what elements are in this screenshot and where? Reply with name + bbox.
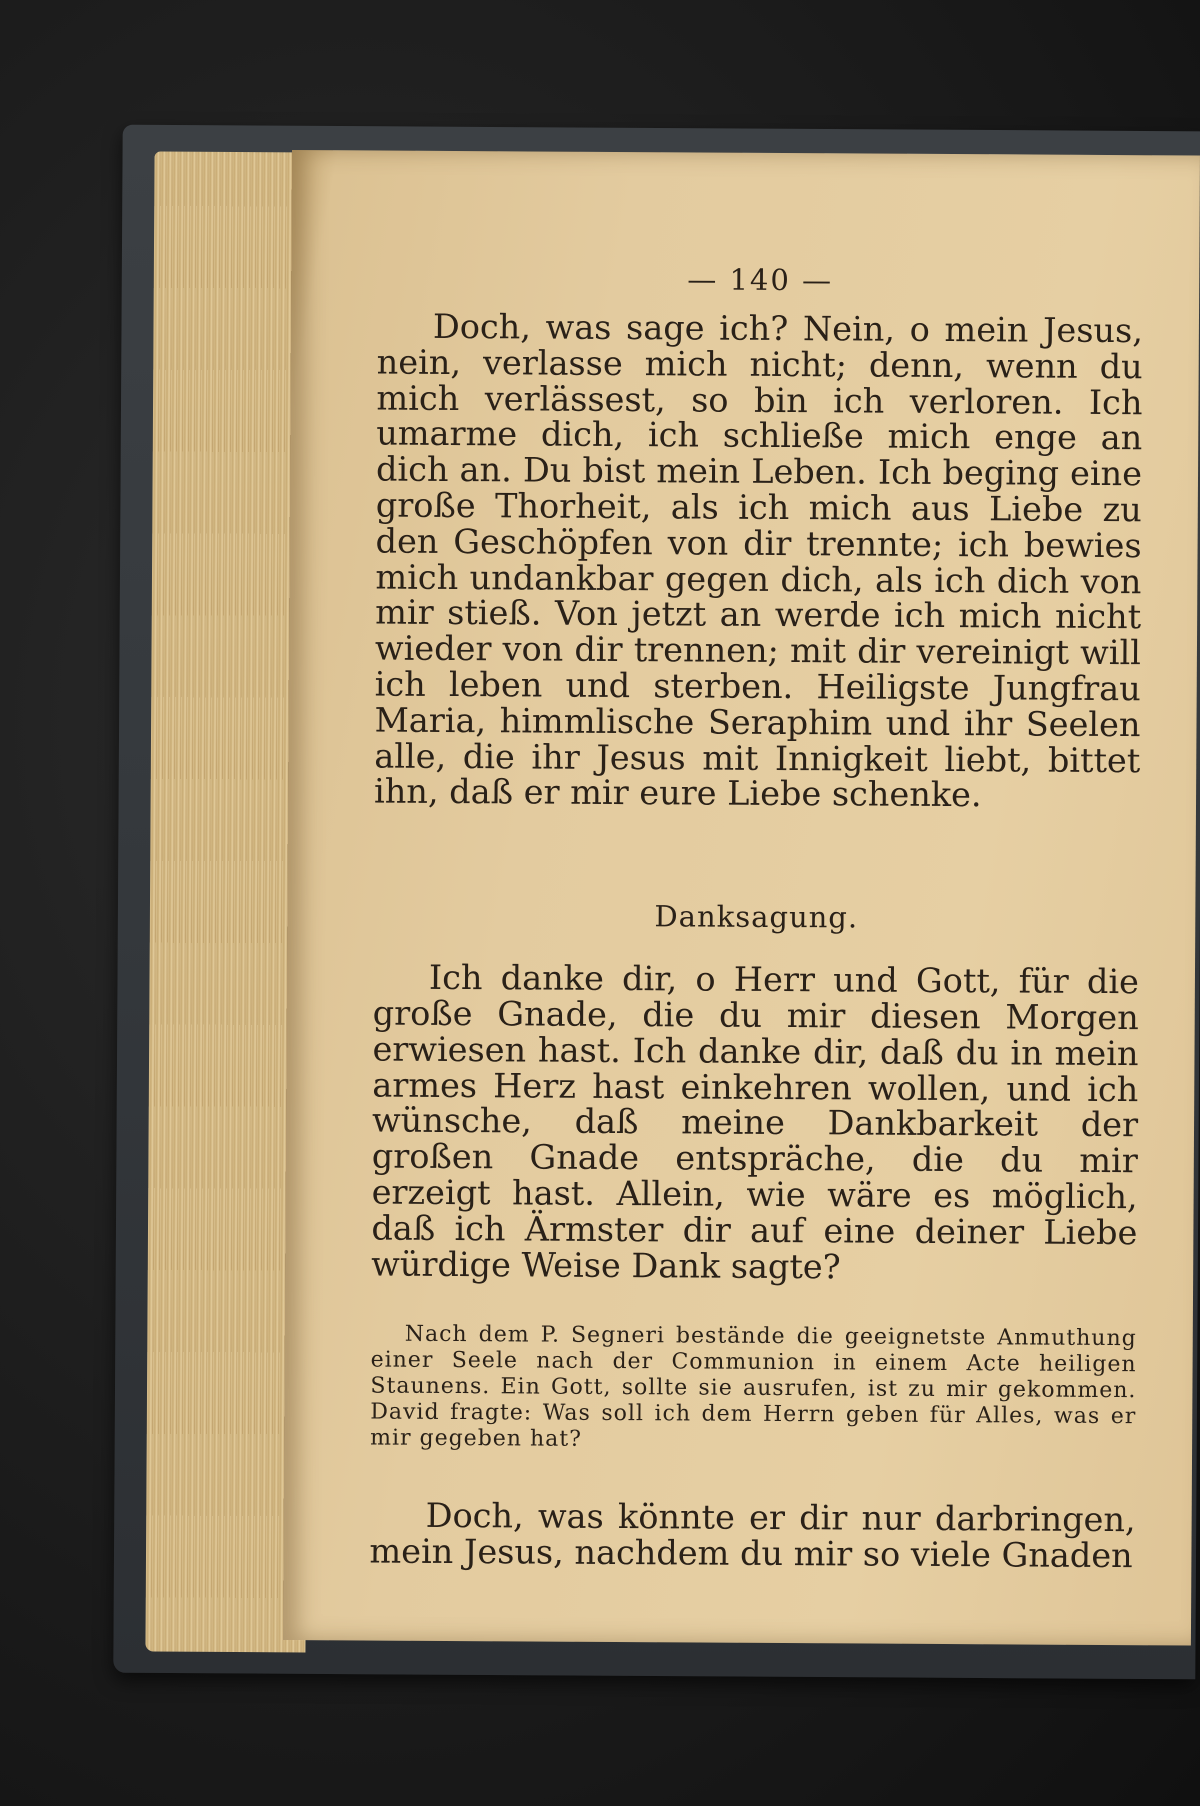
- section-heading: Danksagung.: [654, 899, 859, 935]
- prayer-paragraph: Doch, was sage ich? Nein, o mein Jesus, nein, verlasse mich nicht; denn, wenn du mich verlässest, so bin ich verloren. Ich umarme dich, ich schließe mich enge an dich an. Du bist mein Leben. Ich beging eine große Thorheit, als ich mich aus Liebe zu den Geschöpfen von dir trennte; ich bewies mich undankbar gegen dich, als ich dich von mir stieß. Von jetzt an werde ich mich nicht wieder von dir trennen; mit dir vereinigt will ich leben und sterben. Heiligste Jungfrau Maria, himmlische Seraphim und ihr Seelen alle, die ihr Jesus mit Innigkeit liebt, bittet ihn, daß er mir eure Liebe schenke.: [373, 306, 1144, 815]
- book-page: [283, 150, 1200, 1646]
- closing-paragraph: Doch, was könnte er dir nur darbringen, mein Jesus, nachdem du mir so viele Gnaden: [369, 1496, 1136, 1576]
- page-text: [369, 261, 1143, 1575]
- footnote: Nach dem P. Segneri bestände die geeignetste Anmuthung einer Seele nach der Communion in einem Acte heiligen Staunens. Ein Gott, sollte sie ausrufen, ist zu mir gekommen. David fragte: Was soll ich dem Herrn geben für Alles, was er mir gegeben hat?: [370, 1322, 1137, 1453]
- page-number: — 140 —: [687, 262, 834, 298]
- thanks-paragraph: Ich danke dir, o Herr und Gott, für die große Gnade, die du mir diesen Morgen erwiesen hast. Ich danke dir, daß du in mein armes Herz hast einkehren wollen, und ich wünsche, daß meine Dankbarkeit der großen Gnade entspräche, die du mir erzeigt hast. Allein, wie wäre es möglich, daß ich Ärmster dir auf eine deiner Liebe würdige Weise Dank sagte?: [371, 958, 1140, 1286]
